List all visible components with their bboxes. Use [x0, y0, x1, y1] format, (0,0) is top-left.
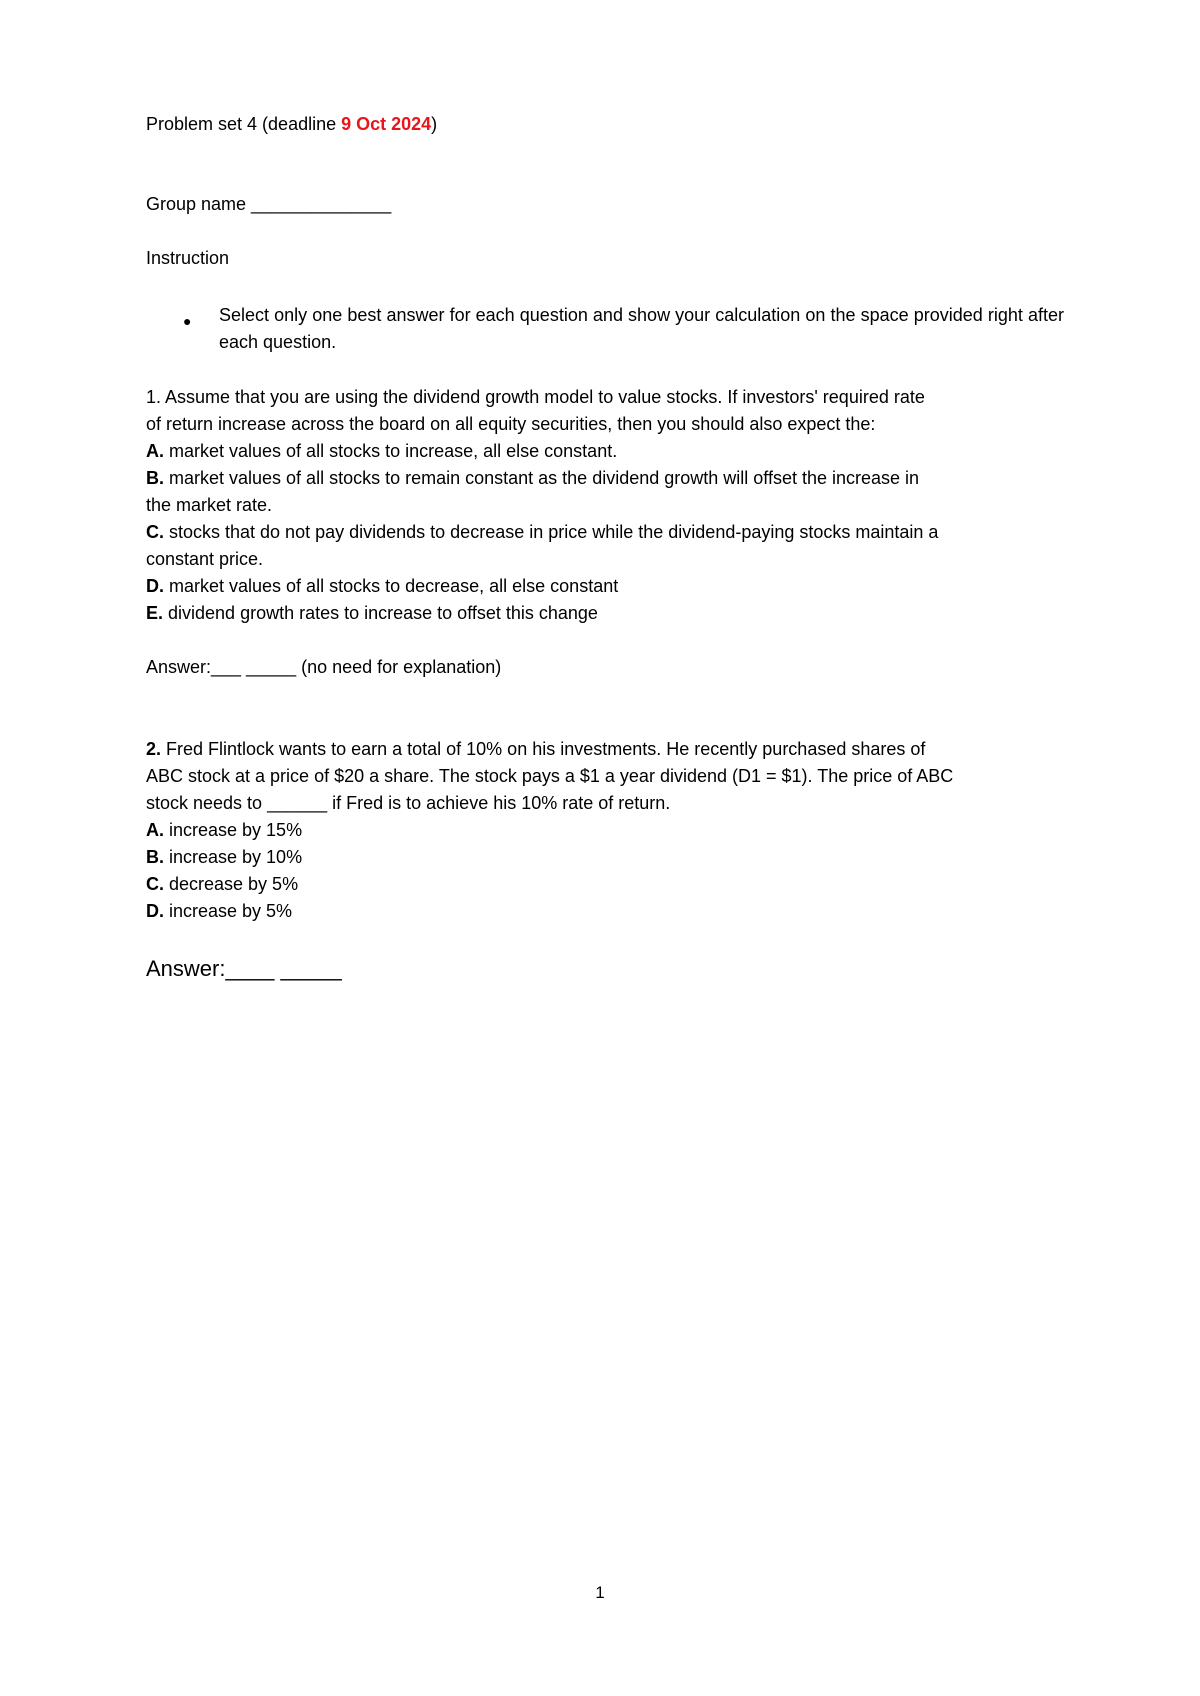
title-prefix: Problem set 4 (deadline [146, 114, 342, 134]
option-letter: A. [146, 441, 164, 461]
option-letter: D. [146, 901, 164, 921]
q2-option-c [146, 871, 298, 898]
option-letter: A. [146, 820, 164, 840]
q1-number: 1. [146, 387, 162, 407]
option-text: decrease by 5% [164, 874, 299, 894]
option-text: stocks that do not pay dividends to decrease in price while the dividend-paying stocks maintain a [164, 522, 939, 542]
q1-option-e [146, 600, 598, 627]
option-letter: E. [146, 603, 164, 623]
title-suffix: ) [431, 114, 438, 134]
q2-option-b [146, 844, 302, 871]
option-letter: B. [146, 468, 164, 488]
option-letter: D. [146, 576, 164, 596]
option-letter: C. [146, 522, 164, 542]
option-text: increase by 15% [164, 820, 303, 840]
q1-text-1: Assume that you are using the dividend growth model to value stocks. If investors' required rate [161, 387, 925, 407]
option-letter: B. [146, 847, 164, 867]
option-text: market values of all stocks to decrease, all else constant [164, 576, 619, 596]
q2-line2: ABC stock at a price of $20 a share. The stock pays a $1 a year dividend (D1 = $1). The price of ABC [146, 766, 954, 786]
q2-line3: stock needs to ______ if Fred is to achieve his 10% rate of return. [146, 793, 671, 813]
q1-option-c-cont: constant price. [146, 549, 264, 569]
q1-option-b [146, 465, 919, 492]
q1-line1 [146, 384, 925, 411]
option-text: increase by 5% [164, 901, 293, 921]
deadline-date: 9 Oct 2024 [341, 114, 432, 134]
q1-option-a [146, 438, 617, 465]
page-title [146, 111, 437, 138]
q1-option-d [146, 573, 618, 600]
q1-line2: of return increase across the board on all equity securities, then you should also expect the: [146, 414, 876, 434]
q2-option-d [146, 898, 292, 925]
option-text: dividend growth rates to increase to offset this change [163, 603, 598, 623]
q1-answer-line: Answer:___ _____ (no need for explanation) [146, 657, 502, 677]
option-text: increase by 10% [164, 847, 303, 867]
page-number: 1 [595, 1583, 605, 1602]
q2-number: 2. [146, 739, 162, 759]
option-text: market values of all stocks to increase, all else constant. [164, 441, 618, 461]
q1-option-b-cont: the market rate. [146, 495, 273, 515]
q2-option-a [146, 817, 302, 844]
q2-text-1: Fred Flintlock wants to earn a total of 10% on his investments. He recently purchased shares of [161, 739, 926, 759]
group-name-field: Group name ______________ [146, 194, 392, 214]
q2-answer-line: Answer:____ _____ [146, 956, 342, 981]
option-text: market values of all stocks to remain constant as the dividend growth will offset the increase in [164, 468, 920, 488]
option-letter: C. [146, 874, 164, 894]
instruction-heading: Instruction [146, 248, 230, 268]
q1-option-c [146, 519, 938, 546]
bullet-icon: ● [183, 313, 192, 329]
q2-line1 [146, 736, 925, 763]
instruction-text: Select only one best answer for each question and show your calculation on the space provided right after each question. [219, 305, 1064, 352]
